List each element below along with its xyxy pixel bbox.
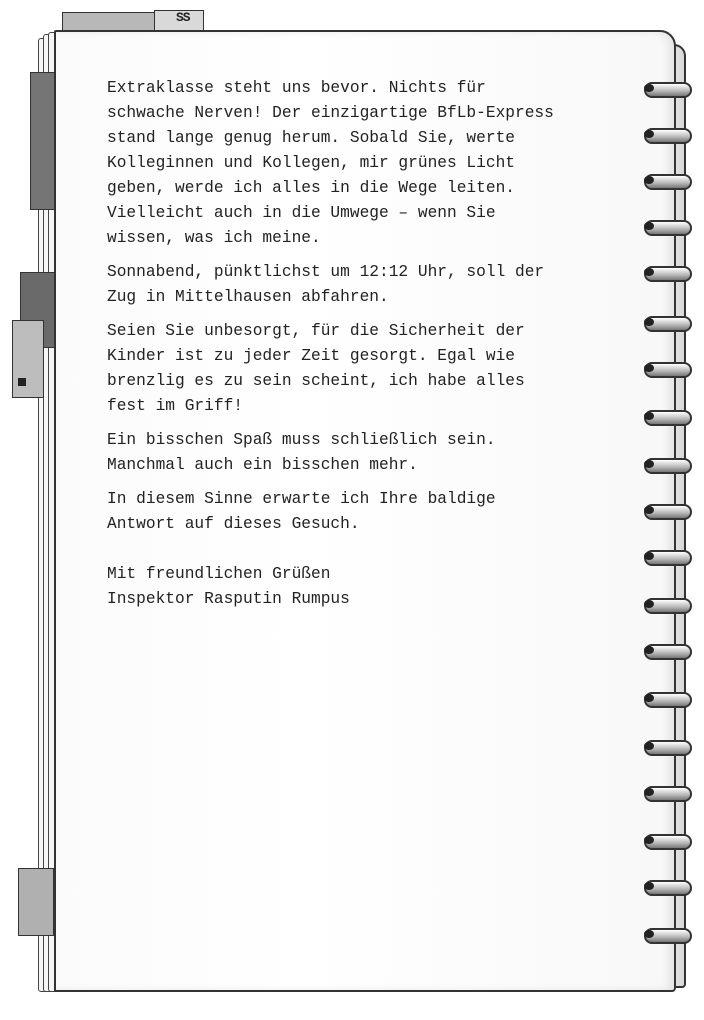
spiral-ring xyxy=(644,644,692,660)
spiral-ring xyxy=(644,410,692,426)
paragraph-3: Seien Sie unbesorgt, für die Sicherheit der Kinder ist zu jeder Zeit gesorgt. Egal wie brenzlig es zu sein scheint, ich habe alles fest im Griff! xyxy=(107,322,525,415)
paragraph-1: Extraklasse steht uns bevor. Nichts für schwache Nerven! Der einzigartige BfLb-Express stand lange genug herum. Sobald Sie, werte Kolleginnen und Kollegen, mir grünes Licht geben, werde ich alles in die Wege leiten. Vielleicht auch in die Umwege – wenn Sie wissen, was ich meine. xyxy=(107,79,554,247)
paragraph-4: Ein bisschen Spaß muss schließlich sein. Manchmal auch ein bisschen mehr. xyxy=(107,431,496,474)
spiral-ring xyxy=(644,458,692,474)
spiral-ring xyxy=(644,266,692,282)
paragraph-2: Sonnabend, pünktlichst um 12:12 Uhr, soll der Zug in Mittelhausen abfahren. xyxy=(107,263,545,306)
paragraph-5: In diesem Sinne erwarte ich Ihre baldige Antwort auf dieses Gesuch. xyxy=(107,490,496,533)
spiral-ring xyxy=(644,504,692,520)
spiral-ring xyxy=(644,550,692,566)
spiral-ring xyxy=(644,692,692,708)
spiral-ring xyxy=(644,362,692,378)
left-tab-3 xyxy=(12,320,44,398)
letter-body xyxy=(107,76,627,612)
spiral-ring xyxy=(644,928,692,944)
signature: Inspektor Rasputin Rumpus xyxy=(107,590,350,608)
spiral-ring xyxy=(644,316,692,332)
left-tab-1 xyxy=(30,72,56,210)
closing-line xyxy=(107,562,627,612)
left-tab-3-mark xyxy=(18,378,26,386)
spiral-ring xyxy=(644,598,692,614)
top-tab-label: SS xyxy=(176,10,190,25)
closing: Mit freundlichen Grüßen xyxy=(107,565,331,583)
spiral-ring xyxy=(644,82,692,98)
left-tab-4 xyxy=(18,868,54,936)
spiral-ring xyxy=(644,740,692,756)
spiral-ring xyxy=(644,834,692,850)
spiral-ring xyxy=(644,786,692,802)
spiral-ring xyxy=(644,220,692,236)
spiral-ring xyxy=(644,880,692,896)
spiral-ring xyxy=(644,128,692,144)
spiral-ring xyxy=(644,174,692,190)
